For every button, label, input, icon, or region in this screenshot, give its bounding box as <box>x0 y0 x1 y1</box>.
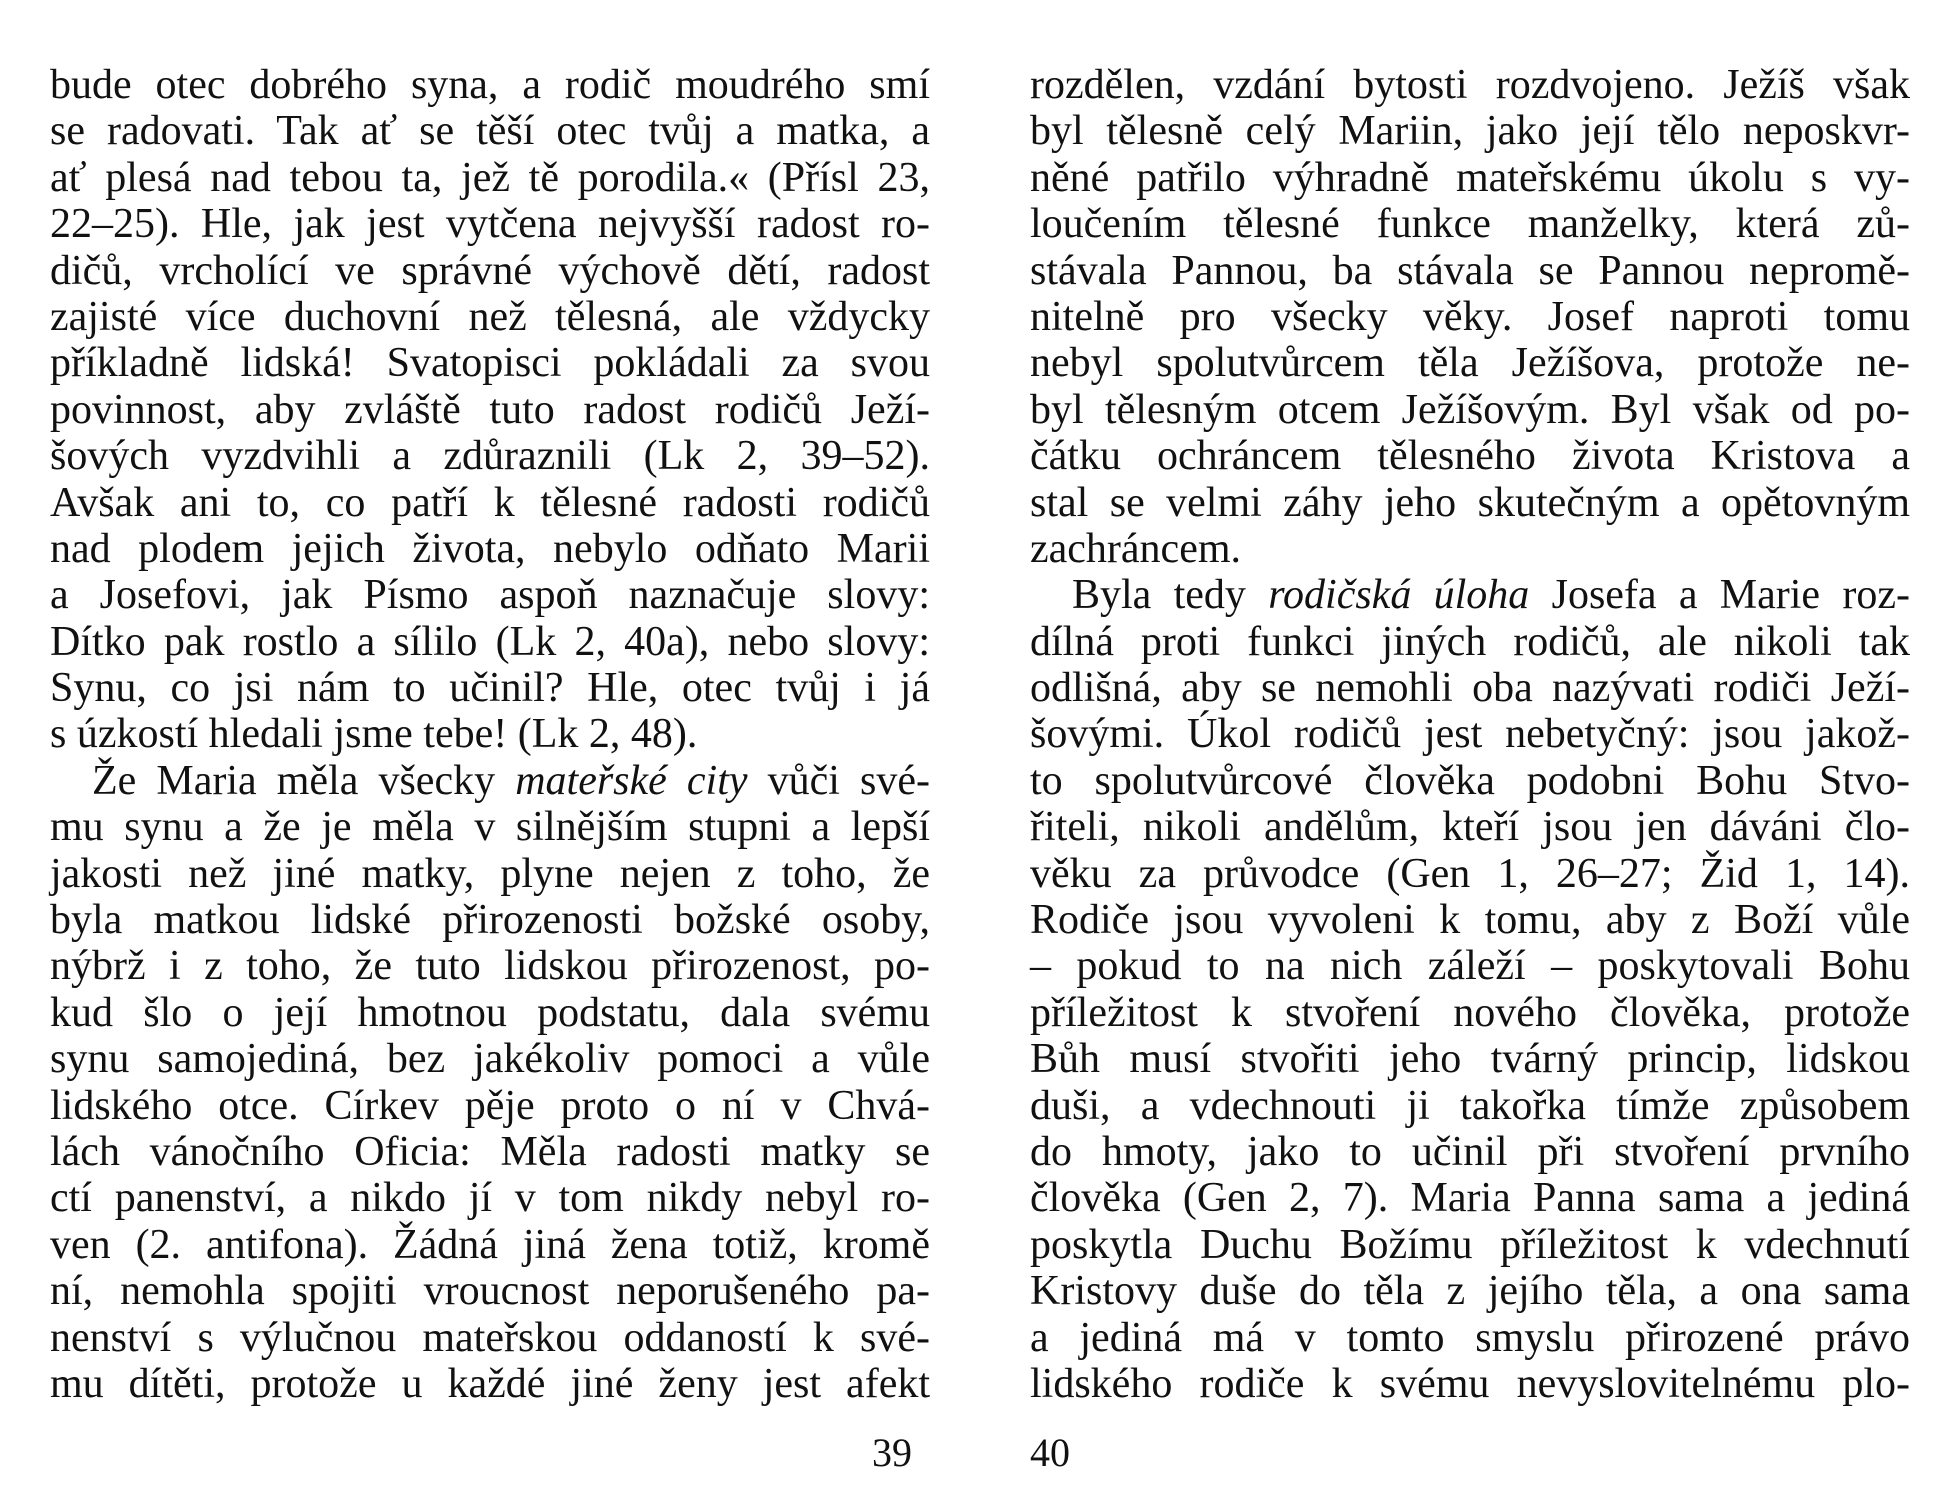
text-line: mu dítěti, protože u každé jiné ženy jest afekt <box>50 1360 930 1407</box>
text-run: Josefa a Marie roz- <box>1529 572 1910 619</box>
text-line: rozdělen, vzdání bytosti rozdvojeno. Ježíš však <box>1030 62 1910 108</box>
text-line: byla matkou lidské přirozenosti božské osoby, <box>50 897 930 944</box>
text-line: do hmoty, jako to učinil při stvoření prvního <box>1030 1128 1910 1175</box>
text-line: zachráncem. <box>1030 525 1242 572</box>
text-line: to spolutvůrcové člověka podobni Bohu Stvo- <box>1030 757 1910 804</box>
text-line: duši, a vdechnouti ji takořka tímže způsobem <box>1030 1082 1910 1129</box>
text-line: a Josefovi, jak Písmo aspoň naznačuje slovy: <box>50 572 930 619</box>
text-line: řiteli, nikoli andělům, kteří jsou jen dáváni člo- <box>1030 804 1910 851</box>
text-run: vůči své- <box>747 757 930 804</box>
text-line: poskytla Duchu Božímu příležitost k vdechnutí <box>1030 1221 1910 1268</box>
text-line: věku za průvodce (Gen 1, 26–27; Žid 1, 14). <box>1030 850 1910 897</box>
text-line: nad plodem jejich života, nebylo odňato Marii <box>50 525 930 572</box>
text-line: – pokud to na nich záleží – poskytovali Bohu <box>1030 943 1910 990</box>
page-number-right: 40 <box>1030 1430 1070 1475</box>
left-page <box>50 62 930 1407</box>
text-line: zajisté více duchovní než tělesná, ale vždycky <box>50 293 930 340</box>
text-line: byl tělesným otcem Ježíšovým. Byl však od po- <box>1030 386 1910 433</box>
text-line: povinnost, aby zvláště tuto radost rodičů Ježí- <box>50 386 930 433</box>
text-line: něné patřilo výhradně mateřskému úkolu s vy- <box>1030 154 1910 201</box>
text-line: ať plesá nad tebou ta, jež tě porodila.« (Přísl 23, <box>50 154 930 201</box>
text-line: se radovati. Tak ať se těší otec tvůj a matka, a <box>50 108 930 155</box>
italic-emphasis: rodičská úloha <box>1268 572 1530 619</box>
text-line: stávala Pannou, ba stávala se Pannou nepromě- <box>1030 247 1910 294</box>
text-line: nebyl spolutvůrcem těla Ježíšova, protože ne- <box>1030 340 1910 387</box>
text-line: ctí panenství, a nikdo jí v tom nikdy nebyl ro- <box>50 1175 930 1222</box>
text-line: bude otec dobrého syna, a rodič moudrého smí <box>50 62 930 108</box>
text-line: čátku ochráncem tělesného života Kristova a <box>1030 433 1910 480</box>
text-line: lidského otce. Církev pěje proto o ní v Chvá- <box>50 1082 930 1129</box>
text-line: dílná proti funkci jiných rodičů, ale nikoli tak <box>1030 618 1910 665</box>
text-line: lách vánočního Oficia: Měla radosti matky se <box>50 1128 930 1175</box>
text-line: nýbrž i z toho, že tuto lidskou přirozenost, po- <box>50 943 930 990</box>
text-line: příležitost k stvoření nového člověka, protože <box>1030 989 1910 1036</box>
page-number-left: 39 <box>872 1430 912 1475</box>
text-line: a jediná má v tomto smyslu přirozené právo <box>1030 1314 1910 1361</box>
italic-emphasis: mateřské city <box>515 757 748 804</box>
text-line: jakosti než jiné matky, plyne nejen z toho, že <box>50 850 930 897</box>
paragraph-start-line <box>50 758 930 804</box>
text-line: ven (2. antifona). Žádná jiná žena totiž, kromě <box>50 1221 930 1268</box>
text-line: s úzkostí hledali jsme tebe! (Lk 2, 48). <box>50 711 698 758</box>
text-line: šovými. Úkol rodičů jest nebetyčný: jsou jakož- <box>1030 711 1910 758</box>
paragraph-start-line <box>1030 572 1910 618</box>
text-line: nenství s výlučnou mateřskou oddaností k své- <box>50 1314 930 1361</box>
text-line: ní, nemohla spojiti vroucnost neporušeného pa- <box>50 1268 930 1315</box>
text-line: stal se velmi záhy jeho skutečným a opětovným <box>1030 479 1910 526</box>
text-line: 22–25). Hle, jak jest vytčena nejvyšší radost ro- <box>50 201 930 248</box>
text-line: loučením tělesné funkce manželky, která zů- <box>1030 201 1910 248</box>
text-line: mu synu a že je měla v silnějším stupni a lepší <box>50 804 930 851</box>
text-run: Že Maria měla všecky <box>92 757 516 804</box>
text-line: nitelně pro všecky věky. Josef naproti tomu <box>1030 293 1910 340</box>
text-line: byl tělesně celý Mariin, jako její tělo neposkvr- <box>1030 108 1910 155</box>
text-line: kud šlo o její hmotnou podstatu, dala svému <box>50 989 930 1036</box>
text-line: odlišná, aby se nemohli oba nazývati rodiči Ježí- <box>1030 665 1910 712</box>
text-line: Rodiče jsou vyvoleni k tomu, aby z Boží vůle <box>1030 897 1910 944</box>
text-line: Dítko pak rostlo a sílilo (Lk 2, 40a), nebo slovy: <box>50 618 930 665</box>
text-line: Bůh musí stvořiti jeho tvárný princip, lidskou <box>1030 1036 1910 1083</box>
text-run: Byla tedy <box>1072 572 1269 619</box>
text-line: člověka (Gen 2, 7). Maria Panna sama a jediná <box>1030 1175 1910 1222</box>
text-line: synu samojediná, bez jakékoliv pomoci a vůle <box>50 1036 930 1083</box>
text-line: lidského rodiče k svému nevyslovitelnému plo- <box>1030 1360 1910 1407</box>
text-line: příkladně lidská! Svatopisci pokládali za svou <box>50 340 930 387</box>
text-line: šových vyzdvihli a zdůraznili (Lk 2, 39–52). <box>50 433 930 480</box>
text-line: Avšak ani to, co patří k tělesné radosti rodičů <box>50 479 930 526</box>
text-line: Kristovy duše do těla z jejího těla, a ona sama <box>1030 1268 1910 1315</box>
text-line: dičů, vrcholící ve správné výchově dětí, radost <box>50 247 930 294</box>
right-page <box>1030 62 1910 1407</box>
text-line: Synu, co jsi nám to učinil? Hle, otec tvůj i já <box>50 665 930 712</box>
